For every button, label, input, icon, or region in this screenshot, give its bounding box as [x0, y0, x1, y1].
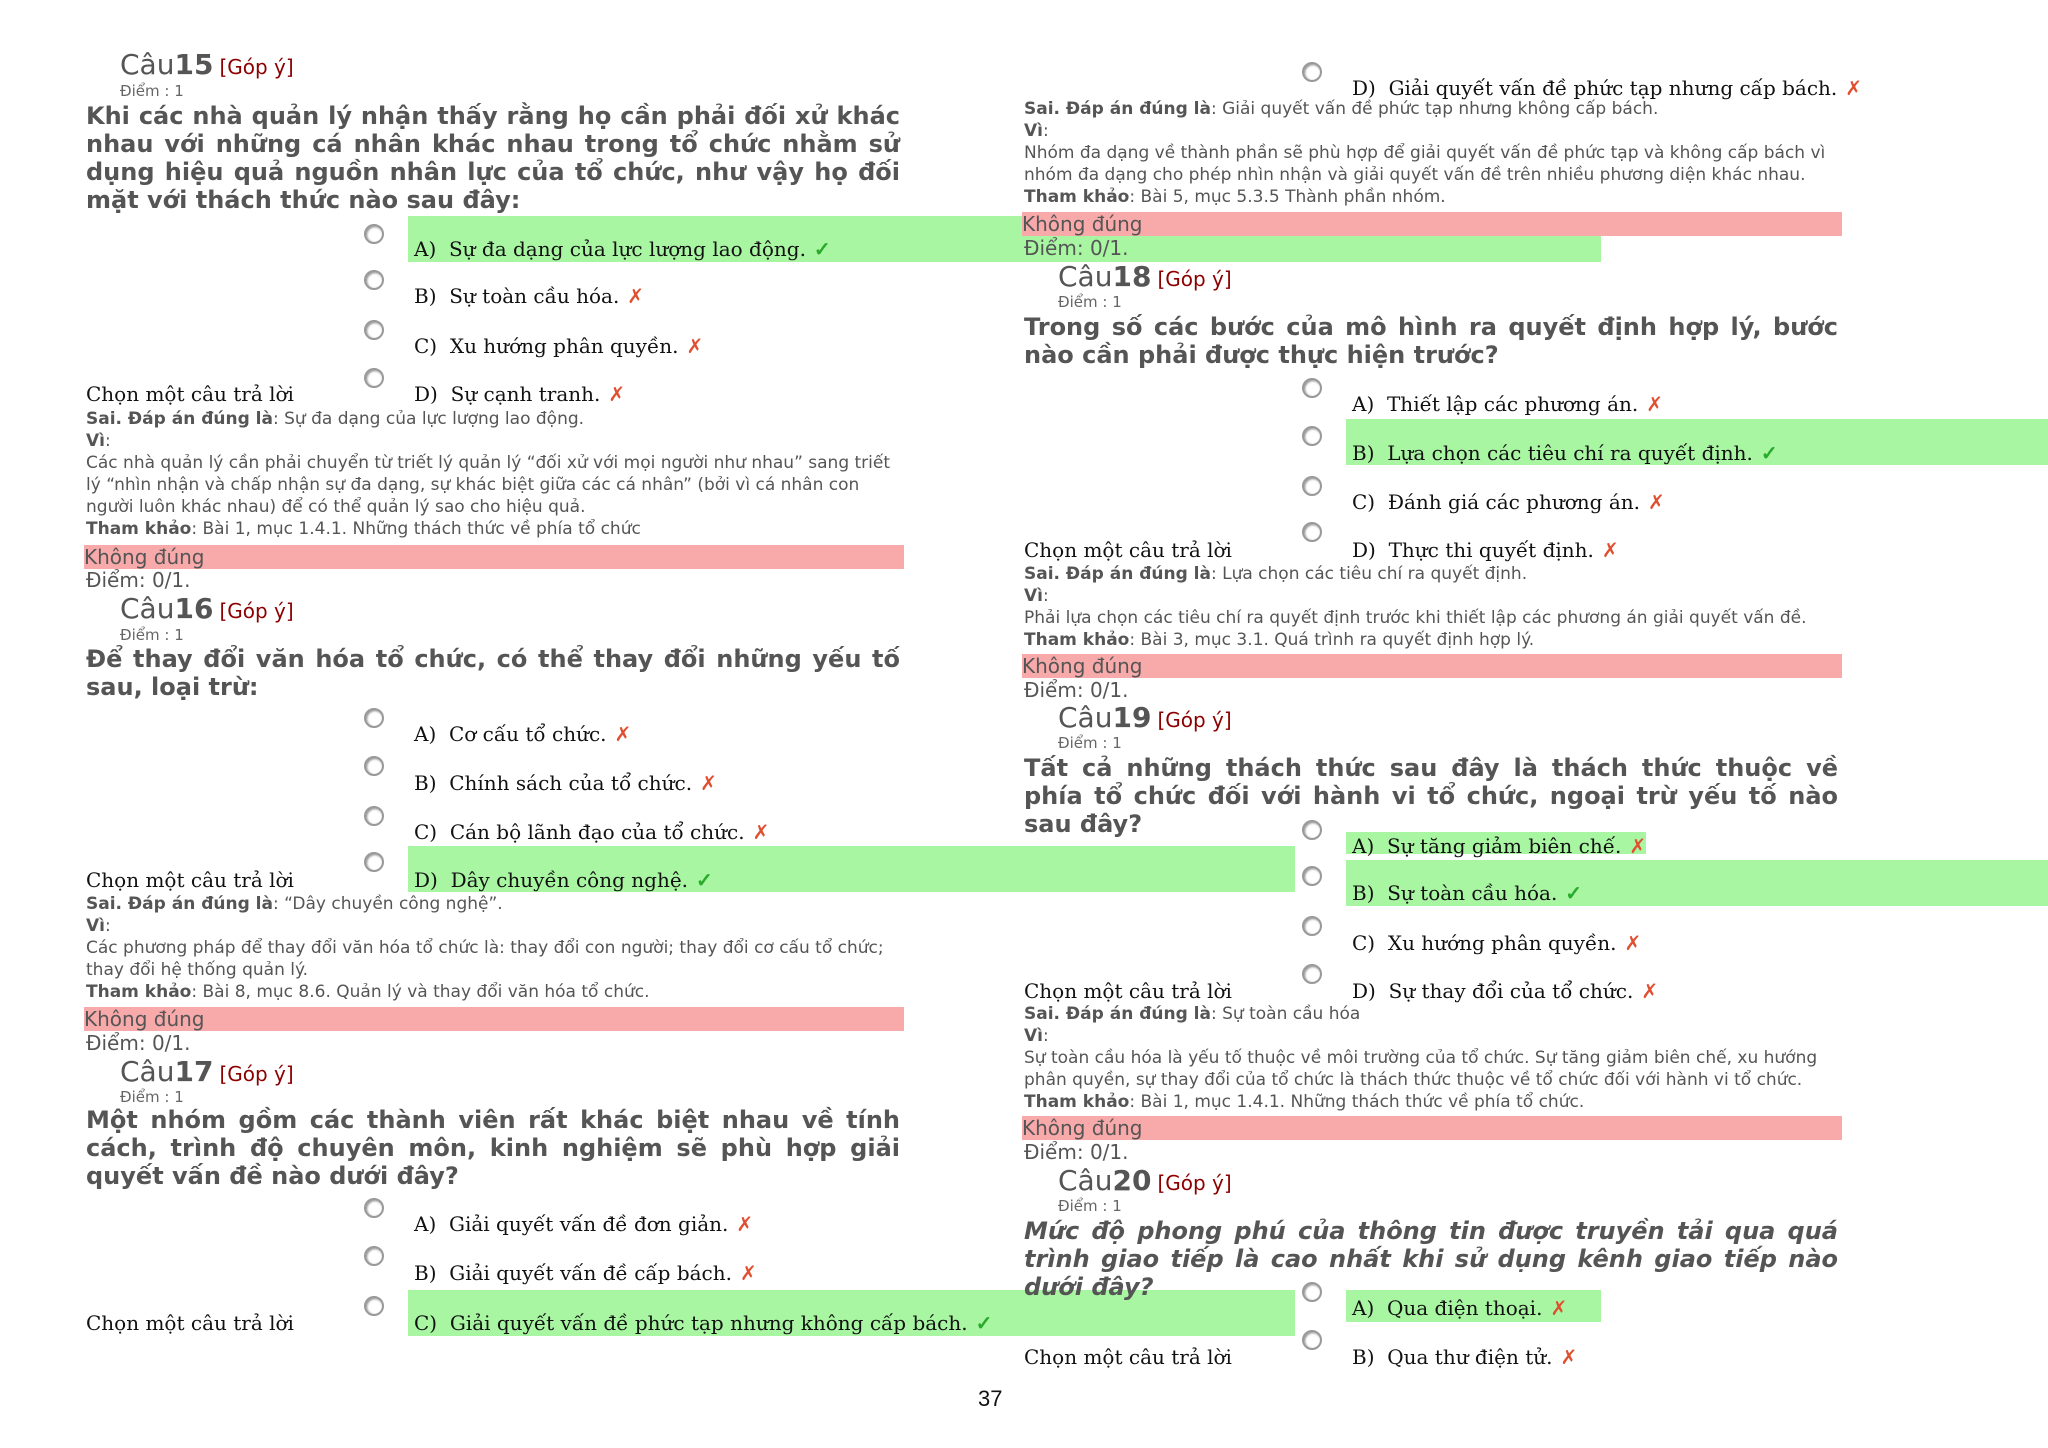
- option-b[interactable]: B) Giải quyết vấn đề cấp bách. ✗: [414, 1261, 757, 1285]
- radio-c[interactable]: [364, 1296, 384, 1316]
- question-points: Điểm : 1: [120, 1088, 184, 1106]
- radio-b[interactable]: [364, 270, 384, 290]
- feedback-link[interactable]: [Góp ý]: [1157, 708, 1232, 732]
- option-c[interactable]: C) Xu hướng phân quyền. ✗: [414, 334, 704, 358]
- question-label: Câu18 [Góp ý]: [1058, 260, 1232, 293]
- radio-d[interactable]: [364, 852, 384, 872]
- cross-icon: ✗: [740, 1261, 757, 1285]
- question-text: Khi các nhà quản lý nhận thấy rằng họ cần phải đối xử khác nhau với những cá nhân khác nhau trong tổ chức nhằm sử dụng hiệu quả nguồn nhân lực của tổ chức, như vậy họ đối mặt với thách thức nào sau đây:: [86, 102, 900, 214]
- question-label: Câu15 [Góp ý]: [120, 48, 294, 81]
- option-a[interactable]: A) Giải quyết vấn đề đơn giản. ✗: [414, 1212, 754, 1236]
- radio-b[interactable]: [1302, 866, 1322, 886]
- result-badge: Không đúng: [1022, 654, 1842, 678]
- option-b[interactable]: B) Qua thư điện tử. ✗: [1352, 1345, 1578, 1369]
- radio-a[interactable]: [364, 1198, 384, 1218]
- question-text: Tất cả những thách thức sau đây là thách thức thuộc về phía tổ chức đối với hành vi tổ chức, ngoại trừ yếu tố nào sau đây?: [1024, 754, 1838, 838]
- question-points: Điểm : 1: [1058, 734, 1122, 752]
- radio-d[interactable]: [1302, 964, 1322, 984]
- cross-icon: ✗: [700, 771, 717, 795]
- choose-prompt: Chọn một câu trả lời: [1024, 979, 1232, 1003]
- check-icon: ✓: [1760, 441, 1778, 465]
- radio-b[interactable]: [1302, 426, 1322, 446]
- cross-icon: ✗: [608, 382, 626, 406]
- question-points: Điểm : 1: [120, 626, 184, 644]
- check-icon: ✓: [696, 868, 713, 892]
- check-icon: ✓: [975, 1311, 993, 1335]
- option-b[interactable]: B) Chính sách của tổ chức. ✗: [414, 771, 717, 795]
- radio-a[interactable]: [364, 708, 384, 728]
- cross-icon: ✗: [1648, 490, 1665, 514]
- cross-icon: ✗: [1641, 979, 1659, 1003]
- radio-d[interactable]: [1302, 522, 1322, 542]
- radio-a[interactable]: [1302, 378, 1322, 398]
- radio-b[interactable]: [364, 756, 384, 776]
- answer-feedback: Sai. Đáp án đúng là: Sự đa dạng của lực lượng lao động. Vì: Các nhà quản lý cần phải chuyển từ triết lý quản lý “đối xử với mọi người như nhau” sang triết lý “nhìn nhận và chấp nhận sự đa dạng, sự khác biệt giữa các cá nhân” (bởi vì cá nhân con người luôn khác nhau) để có thể quản lý sao cho hiệu quả. Tham khảo: Bài 1, mục 1.4.1. Những thách thức về phía tổ chức: [86, 409, 891, 539]
- question-text: Một nhóm gồm các thành viên rất khác biệt nhau về tính cách, trình độ chuyên môn, kinh nghiệm sẽ phù hợp giải quyết vấn đề nào dưới đây?: [86, 1106, 900, 1190]
- radio-a[interactable]: [1302, 820, 1322, 840]
- choose-prompt: Chọn một câu trả lời: [1024, 1345, 1232, 1369]
- feedback-link[interactable]: [Góp ý]: [219, 55, 294, 79]
- option-a[interactable]: A) Sự tăng giảm biên chế. ✗: [1352, 834, 1647, 858]
- cross-icon: ✗: [686, 334, 704, 358]
- cross-icon: ✗: [1624, 931, 1642, 955]
- option-a[interactable]: A) Cơ cấu tổ chức. ✗: [414, 722, 632, 746]
- radio-c[interactable]: [364, 320, 384, 340]
- radio-d[interactable]: [364, 368, 384, 388]
- question-points: Điểm : 1: [120, 82, 184, 100]
- choose-prompt: Chọn một câu trả lời: [86, 1311, 294, 1335]
- page-number: 37: [978, 1386, 1003, 1411]
- radio-c[interactable]: [364, 806, 384, 826]
- choose-prompt: Chọn một câu trả lời: [1024, 538, 1232, 562]
- cross-icon: ✗: [1629, 834, 1647, 858]
- question-label: Câu19 [Góp ý]: [1058, 701, 1232, 734]
- cross-icon: ✗: [752, 820, 770, 844]
- option-b[interactable]: B) Sự toàn cầu hóa. ✓: [1352, 881, 1583, 905]
- radio-a[interactable]: [364, 224, 384, 244]
- answer-feedback: Sai. Đáp án đúng là: Giải quyết vấn đề phức tạp nhưng không cấp bách. Vì: Nhóm đa dạng về thành phần sẽ phù hợp để giải quyết vấn đề phức tạp và không cấp bách vì nhóm đa dạng cho phép nhìn nhận và giải quyết vấn đề trên nhiều phương diện khác nhau. Tham khảo: Bài 5, mục 5.3.5 Thành phần nhóm.: [1024, 99, 1826, 207]
- question-points: Điểm : 1: [1058, 293, 1122, 311]
- option-c[interactable]: C) Đánh giá các phương án. ✗: [1352, 490, 1665, 514]
- check-icon: ✓: [1565, 881, 1583, 905]
- radio-d[interactable]: [1302, 62, 1322, 82]
- question-text: Trong số các bước của mô hình ra quyết định hợp lý, bước nào cần phải được thực hiện trước?: [1024, 313, 1838, 369]
- radio-b[interactable]: [364, 1246, 384, 1266]
- cross-icon: ✗: [1601, 538, 1619, 562]
- radio-c[interactable]: [1302, 476, 1322, 496]
- option-a[interactable]: A) Qua điện thoại. ✗: [1352, 1296, 1568, 1320]
- cross-icon: ✗: [1560, 1345, 1578, 1369]
- feedback-link[interactable]: [Góp ý]: [1157, 267, 1232, 291]
- option-b[interactable]: B) Sự toàn cầu hóa. ✗: [414, 284, 645, 308]
- option-b[interactable]: B) Lựa chọn các tiêu chí ra quyết định. ✓: [1352, 441, 1778, 465]
- question-label: Câu17 [Góp ý]: [120, 1055, 294, 1088]
- feedback-link[interactable]: [Góp ý]: [1157, 1171, 1232, 1195]
- result-badge: Không đúng: [84, 545, 904, 569]
- answer-feedback: Sai. Đáp án đúng là: Sự toàn cầu hóa Vì: Sự toàn cầu hóa là yếu tố thuộc về môi trường của tổ chức. Sự tăng giảm biên chế, xu hướng phân quyền, sự thay đổi của tổ chức là thách thức thuộc về tổ chức đối với hành vi tổ chức. Tham khảo: Bài 1, mục 1.4.1. Những thách thức về phía tổ chức.: [1024, 1004, 1818, 1112]
- question-label: Câu20 [Góp ý]: [1058, 1164, 1232, 1197]
- result-badge: Không đúng: [1022, 1116, 1842, 1140]
- score: Điểm: 0/1.: [1024, 1140, 1129, 1164]
- radio-b[interactable]: [1302, 1330, 1322, 1350]
- result-badge: Không đúng: [84, 1007, 904, 1031]
- score: Điểm: 0/1.: [1024, 678, 1129, 702]
- result-badge: Không đúng: [1022, 212, 1842, 236]
- option-d[interactable]: D) Giải quyết vấn đề phức tạp nhưng cấp bách. ✗: [1352, 76, 1863, 100]
- option-c[interactable]: C) Xu hướng phân quyền. ✗: [1352, 931, 1642, 955]
- cross-icon: ✗: [1550, 1296, 1568, 1320]
- option-a[interactable]: A) Thiết lập các phương án. ✗: [1352, 392, 1664, 416]
- score: Điểm: 0/1.: [86, 568, 191, 592]
- option-a[interactable]: A) Sự đa dạng của lực lượng lao động. ✓: [414, 237, 831, 261]
- option-c[interactable]: C) Giải quyết vấn đề phức tạp nhưng không cấp bách. ✓: [414, 1311, 993, 1335]
- question-text: Mức độ phong phú của thông tin được truyền tải qua quá trình giao tiếp là cao nhất khi sử dụng kênh giao tiếp nào dưới đây?: [1024, 1217, 1838, 1301]
- score: Điểm: 0/1.: [86, 1031, 191, 1055]
- answer-feedback: Sai. Đáp án đúng là: “Dây chuyền công nghệ”. Vì: Các phương pháp để thay đổi văn hóa tổ chức là: thay đổi con người; thay đổi cơ cấu tổ chức; thay đổi hệ thống quản lý. Tham khảo: Bài 8, mục 8.6. Quản lý và thay đổi văn hóa tổ chức.: [86, 894, 884, 1002]
- option-c[interactable]: C) Cán bộ lãnh đạo của tổ chức. ✗: [414, 820, 770, 844]
- answer-feedback: Sai. Đáp án đúng là: Lựa chọn các tiêu chí ra quyết định. Vì: Phải lựa chọn các tiêu chí ra quyết định trước khi thiết lập các phương án giải quyết vấn đề. Tham khảo: Bài 3, mục 3.1. Quá trình ra quyết định hợp lý.: [1024, 564, 1807, 650]
- score: Điểm: 0/1.: [1024, 236, 1129, 260]
- cross-icon: ✗: [627, 284, 645, 308]
- cross-icon: ✗: [1646, 392, 1664, 416]
- radio-c[interactable]: [1302, 916, 1322, 936]
- radio-a[interactable]: [1302, 1282, 1322, 1302]
- cross-icon: ✗: [736, 1212, 754, 1236]
- feedback-link[interactable]: [Góp ý]: [219, 599, 294, 623]
- option-d[interactable]: D) Sự cạnh tranh. ✗: [414, 382, 626, 406]
- question-label: Câu16 [Góp ý]: [120, 592, 294, 625]
- option-d[interactable]: D) Thực thi quyết định. ✗: [1352, 538, 1619, 562]
- question-text: Để thay đổi văn hóa tổ chức, có thể thay đổi những yếu tố sau, loại trừ:: [86, 645, 900, 701]
- choose-prompt: Chọn một câu trả lời: [86, 382, 294, 406]
- feedback-link[interactable]: [Góp ý]: [219, 1062, 294, 1086]
- choose-prompt: Chọn một câu trả lời: [86, 868, 294, 892]
- cross-icon: ✗: [614, 722, 632, 746]
- option-d[interactable]: D) Dây chuyền công nghệ. ✓: [414, 868, 713, 892]
- option-d[interactable]: D) Sự thay đổi của tổ chức. ✗: [1352, 979, 1659, 1003]
- cross-icon: ✗: [1845, 76, 1863, 100]
- check-icon: ✓: [813, 237, 831, 261]
- question-points: Điểm : 1: [1058, 1197, 1122, 1215]
